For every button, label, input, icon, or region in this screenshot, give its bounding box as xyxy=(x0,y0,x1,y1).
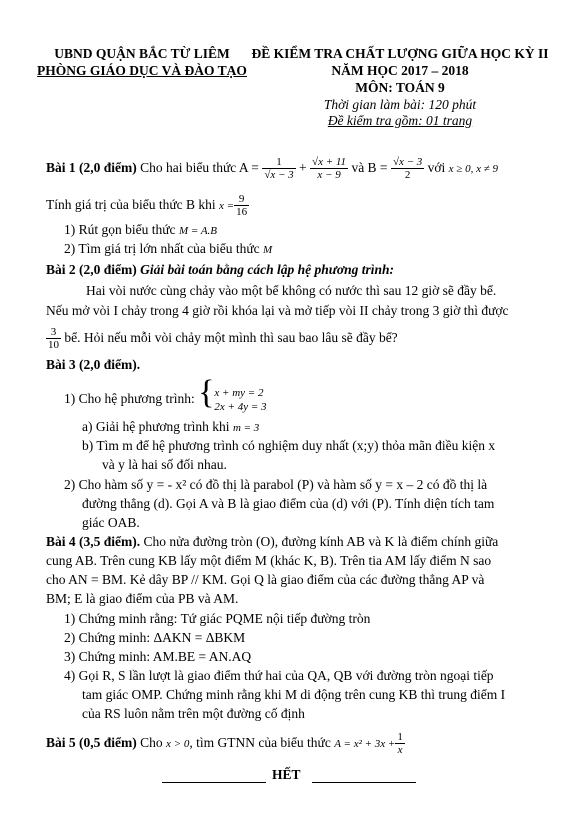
subject: MÔN: TOÁN 9 xyxy=(355,80,445,95)
bai4-line1-text: Cho nửa đường tròn (O), đường kính AB và K là điểm chính giữa xyxy=(143,534,499,549)
bai2-title: Giải bài toán bằng cách lập hệ phương trình: xyxy=(140,262,395,277)
bai3-qb-line1: b) Tìm m để hệ phương trình có nghiệm duy nhất (x;y) thỏa mãn điều kiện x xyxy=(82,438,496,453)
bai1-calc: Tính giá trị của biểu thức B khi xyxy=(46,197,216,212)
footer-rule-right xyxy=(312,782,416,783)
bai5-condition: x > 0 xyxy=(166,738,190,750)
bai3-q2-line3: giác OAB. xyxy=(82,515,140,530)
bai4-q4-line2: tam giác OMP. Chứng minh rằng khi M di động trên cung KB thì trung điểm I xyxy=(82,687,506,702)
fraction-den: √x − 3 xyxy=(264,169,294,182)
brace-icon: { xyxy=(198,374,215,411)
end-marker: HẾT xyxy=(272,767,301,782)
school-year: NĂM HỌC 2017 – 2018 xyxy=(331,63,469,78)
fraction-den: 16 xyxy=(236,206,248,219)
x-eq: x = xyxy=(219,200,235,212)
bai1-q1-math: M = A.B xyxy=(178,225,218,237)
bai1-intro: Cho hai biểu thức A = xyxy=(140,160,259,175)
bai1-q2-text: 2) Tìm giá trị lớn nhất của biểu thức xyxy=(64,241,260,256)
fraction-num: 9 xyxy=(234,193,249,206)
bai4-line2: cung AB. Trên cung KB lấy một điểm M (khác K, B). Trên tia AM lấy điểm N sao xyxy=(46,553,492,568)
bai2-line3-text: bể. Hỏi nếu mỗi vòi chảy một mình thì sau bao lâu sẽ đầy bể? xyxy=(64,330,398,345)
fraction-a2 xyxy=(310,156,348,181)
fraction-num: 1 xyxy=(397,731,403,744)
bai5-label: Bài 5 (0,5 điểm) xyxy=(46,735,137,750)
fraction-den: x − 9 xyxy=(317,169,341,182)
fraction-b xyxy=(391,156,424,181)
bai4-q1: 1) Chứng minh rằng: Tứ giác PQME nội tiếp đường tròn xyxy=(64,611,371,626)
footer-rule-left xyxy=(162,782,266,783)
exam-title: ĐỀ KIỂM TRA CHẤT LƯỢNG GIỮA HỌC KỲ II xyxy=(251,46,549,61)
bai3-label: Bài 3 (2,0 điểm). xyxy=(46,357,141,372)
bai3-q2-line1: 2) Cho hàm số y = - x² có đồ thị là parabol (P) và hàm số y = x – 2 có đồ thị là xyxy=(64,477,488,492)
bai5-text2: , tìm GTNN của biểu thức xyxy=(189,735,331,750)
bai2-heading xyxy=(46,262,394,278)
fraction-den: 2 xyxy=(404,169,411,182)
fraction-num: √x − 3 xyxy=(392,156,423,169)
bai1-line xyxy=(46,150,498,186)
bai5-expression: A = x² + 3x + xyxy=(334,738,396,750)
bai1-condition: x ≥ 0, x ≠ 9 xyxy=(448,163,499,175)
bai3-qa xyxy=(82,419,259,435)
fraction-num: √x + 11 xyxy=(312,156,347,169)
plus-sign: + xyxy=(299,160,307,175)
bai4-label: Bài 4 (3,5 điểm). xyxy=(46,534,141,549)
exam-time: Thời gian làm bài: 120 phút xyxy=(323,97,477,112)
fraction-num: 3 xyxy=(46,326,61,339)
bai2-line2: Nếu mở vòi I chảy trong 4 giờ rồi khóa lại và mở tiếp vòi II chảy trong 3 giờ thì được xyxy=(46,303,509,318)
fraction-den: 10 xyxy=(48,339,59,352)
exam-pages: Đề kiểm tra gồm: 01 trang xyxy=(327,113,473,128)
bai1-q2 xyxy=(64,241,272,257)
bai1-calc-line xyxy=(46,188,249,222)
bai3-q2-line2: đường thẳng (d). Gọi A và B là giao điểm của (d) với (P). Tính diện tích tam xyxy=(82,496,495,511)
bai3-q1 xyxy=(64,374,267,414)
bai4-q4-line3: của RS luôn nằm trên một đường cố định xyxy=(82,706,305,721)
bai5-text1: Cho xyxy=(140,735,163,750)
bai3-q1-text: 1) Cho hệ phương trình: xyxy=(64,391,195,406)
office-name: PHÒNG GIÁO DỤC VÀ ĐÀO TẠO xyxy=(37,63,247,78)
bai3-qa-math: m = 3 xyxy=(232,422,260,434)
bai1-label: Bài 1 (2,0 điểm) xyxy=(46,160,137,175)
bai1-voi: với xyxy=(427,160,446,175)
bai3-qb-line2: và y là hai số đối nhau. xyxy=(102,457,227,472)
bai4-line3: cho AN = BM. Kẻ dây BP // KM. Gọi Q là giao điểm của các đường thẳng AP và xyxy=(46,572,485,587)
bai4-line1 xyxy=(46,534,498,550)
bai2-label: Bài 2 (2,0 điểm) xyxy=(46,262,137,277)
bai2-line3 xyxy=(46,322,398,354)
fraction-num: 1 xyxy=(262,156,295,169)
bai4-q4-line1: 4) Gọi R, S lần lượt là giao điểm thứ hai của QA, QB với đường tròn ngoại tiếp xyxy=(64,668,494,683)
bai1-q1-text: 1) Rút gọn biểu thức xyxy=(64,222,176,237)
equation-1: x + my = 2 xyxy=(214,386,264,399)
fraction-3-10 xyxy=(46,326,61,351)
fraction-1-x xyxy=(395,731,405,756)
bai4-q2: 2) Chứng minh: ΔAKN = ΔBKM xyxy=(64,630,246,645)
fraction-x xyxy=(234,193,249,218)
bai1-and-b: và B = xyxy=(351,160,388,175)
bai1-q2-math: M xyxy=(263,244,273,256)
department-name: UBND QUẬN BẮC TỪ LIÊM xyxy=(54,46,230,61)
bai2-line1: Hai vòi nước cùng chảy vào một bể không có nước thì sau 12 giờ sẽ đầy bể. xyxy=(86,283,497,298)
equation-system xyxy=(214,386,266,414)
bai4-line4: BM; E là giao điểm của PB và AM. xyxy=(46,591,239,606)
bai4-q3: 3) Chứng minh: AM.BE = AN.AQ xyxy=(64,649,252,664)
fraction-a1 xyxy=(262,156,295,181)
equation-2: 2x + 4y = 3 xyxy=(214,400,267,413)
fraction-den: x xyxy=(397,744,403,757)
bai3-qa-text: a) Giải hệ phương trình khi xyxy=(82,419,230,434)
bai1-q1 xyxy=(64,222,217,238)
bai5-line xyxy=(46,726,405,760)
